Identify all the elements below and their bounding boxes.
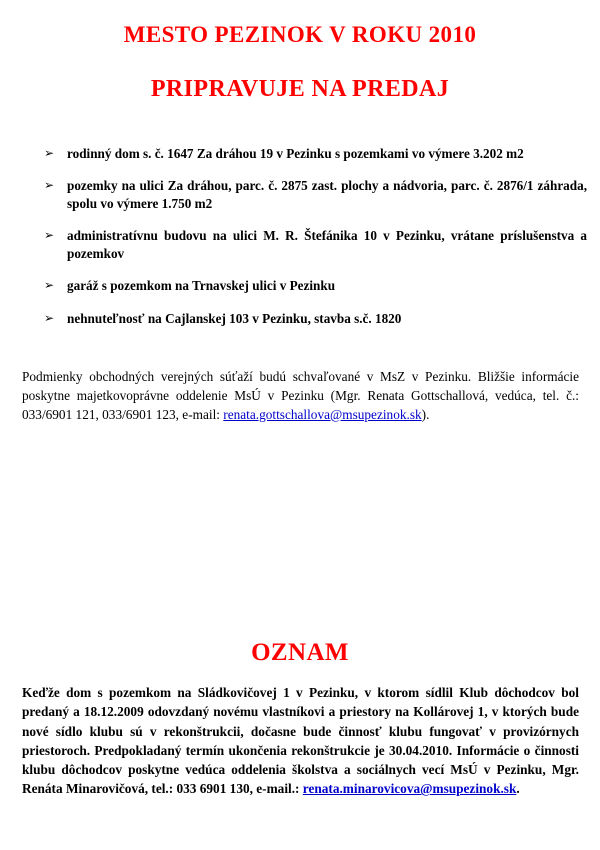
- list-item-text: nehnuteľnosť na Cajlanskej 103 v Pezinku, stavba s.č. 1820: [67, 310, 402, 326]
- arrow-bullet-icon: ➢: [44, 310, 55, 325]
- arrow-bullet-icon: ➢: [44, 178, 55, 193]
- list-item: [44, 177, 587, 212]
- list-item-text: pozemky na ulici Za dráhou, parc. č. 2875 zast. plochy a nádvoria, parc. č. 2876/1 záhrada, spolu vo výmere 1.750 m2: [67, 178, 587, 211]
- notice-text-before-link: Keďže dom s pozemkom na Sládkovičovej 1 v Pezinku, v ktorom sídlil Klub dôchodcov bol predaný a 18.12.2009 odovzdaný novému vlastníkovi a priestory na Kollárovej 1, v ktorých bude nové sídlo klubu sú v rekonštrukcii, dočasne bude činnosť klubu fungovať v provizórnych priestoroch. Predpokladaný termín ukončenia rekonštrukcie je 30.04.2010. Informácie o činnosti klubu dôchodcov poskytne vedúca oddelenia školstva a sociálnych vecí MsÚ v Pezinku, Mgr. Renáta Minarovičová, tel.: 033 6901 130, e-mail.:: [22, 685, 579, 797]
- conditions-paragraph: [22, 368, 579, 425]
- list-item: [44, 227, 587, 262]
- page-title-main: MESTO PEZINOK V ROKU 2010: [123, 22, 477, 47]
- notice-paragraph: [22, 683, 579, 799]
- section-title-oznam: OZNAM: [251, 639, 349, 666]
- email-link-minarovicova[interactable]: renata.minarovicova@msupezinok.sk: [302, 781, 517, 797]
- list-item-text: administratívnu budovu na ulici M. R. Štefánika 10 v Pezinku, vrátane príslušenstva a pozemkov: [67, 228, 587, 261]
- arrow-bullet-icon: ➢: [44, 228, 55, 243]
- list-item-text: rodinný dom s. č. 1647 Za dráhou 19 v Pezinku s pozemkami vo výmere 3.202 m2: [67, 146, 524, 161]
- list-item: [44, 145, 587, 162]
- list-item: [44, 277, 587, 294]
- page-title-sub: PRIPRAVUJE NA PREDAJ: [150, 76, 450, 102]
- arrow-bullet-icon: ➢: [44, 278, 55, 293]
- list-item: [44, 310, 587, 327]
- email-link-gottschallova[interactable]: renata.gottschallova@msupezinok.sk: [223, 406, 422, 422]
- conditions-text-before-link: Podmienky obchodných verejných súťaží budú schvaľované v MsZ v Pezinku. Bližšie informácie poskytne majetkovoprávne oddelenie MsÚ v Pezinku (Mgr. Renata Gottschallová, vedúca, tel. č.: 033/6901 121, 033/6901 123, e-mail:: [22, 369, 579, 422]
- property-offer-list: [44, 145, 587, 327]
- arrow-bullet-icon: ➢: [44, 146, 55, 160]
- conditions-text-after-link: ).: [421, 406, 430, 422]
- notice-text-after-link: .: [516, 781, 520, 797]
- list-item-text: garáž s pozemkom na Trnavskej ulici v Pezinku: [67, 278, 336, 294]
